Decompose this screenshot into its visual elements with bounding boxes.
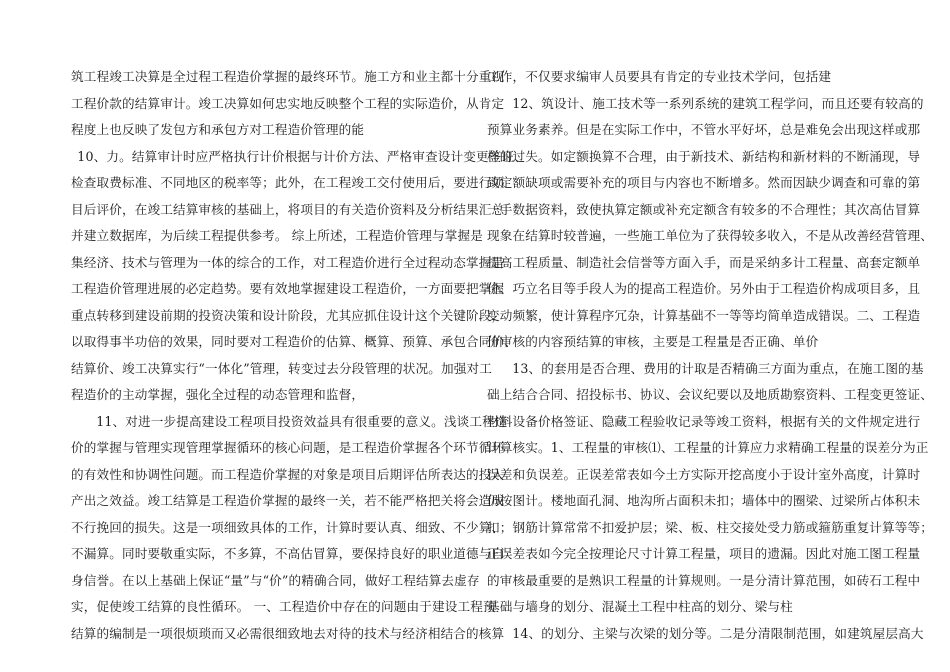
- text-line: 实，促使竣工结算的良性循环。 一、工程造价中存在的问题由于建设工程预: [71, 599, 496, 614]
- text-line: 身信誉。在以上基础上保证“量”与“价”的精确合同，做好工程结算去虚存: [71, 572, 480, 588]
- text-line: 目后评价，在竣工结算审核的基础上，将项目的有关造价资料及分析结果汇总: [71, 201, 505, 217]
- text-line: 础上结合合同、招投标书、协议、会议纪要以及地质勘察资料、工程变更签证、: [487, 387, 934, 402]
- text-line: 一手数据资料，致使执算定额或补充定额含有较多的不合理性；其次高估冒算: [487, 201, 921, 217]
- text-line: 工作，不仅要求编审人员要具有肯定的专业技术学问，包括建: [487, 69, 832, 84]
- text-line: 提高工程质量、制造社会信誉等方面入手，而是采纳多计工程量、高套定额单: [487, 254, 921, 270]
- text-line: 预算业务素养。但是在实际工作中，不管水平好坏，总是难免会出现这样或那: [487, 122, 921, 137]
- text-line: 扣；钢筋计算常常不扣爱护层；梁、板、柱交接处受力筋或箍筋重复计算等等；: [487, 519, 934, 535]
- text-line: 的有效性和协调性问题。而工程造价掌握的对象是项目后期评估所表达的投入: [71, 466, 505, 482]
- text-line: 产出之效益。竣工结算是工程造价掌握的最终一关，若不能严格把关将会造成: [71, 493, 505, 508]
- text-line: 检查取费标准、不同地区的税率等；此外，在工程竣工交付使用后，要进行项: [71, 175, 505, 190]
- text-line: 工程造价管理进展的必定趋势。要有效地掌握建设工程造价，一方面要把掌握: [71, 281, 505, 296]
- text-line: 并建立数据库，为后续工程提供参考。 综上所述，工程造价管理与掌握是: [71, 228, 483, 243]
- text-line: 不漏算。同时要敬重实际，不多算，不高估冒算，要保持良好的职业道德与自: [71, 546, 505, 561]
- text-line: 集经济、技术与管理为一体的综合的工作，对工程造价进行全过程动态掌握是: [71, 254, 505, 270]
- text-line: 价审核的内容预结算的审核，主要是工程量是否正确、单价: [487, 334, 819, 349]
- right-text-column: [487, 64, 934, 647]
- text-line: 工程价款的结算审计。竣工决算如何忠实地反映整个工程的实际造价，从肯定: [71, 95, 505, 111]
- text-line: 基础与墙身的划分、混凝土工程中柱高的划分、梁与柱: [487, 599, 793, 614]
- left-text-column: [71, 64, 527, 647]
- text-line: 的审核最重要的是熟识工程量的计算规则。一是分清计算范围，如砖石工程中: [487, 572, 921, 588]
- text-line: 12、筑设计、施工技术等一系列系统的建筑工程学问，而且还要有较高的: [512, 95, 924, 111]
- text-line: 价、巧立名目等手段人为的提高工程造价。另外由于工程造价构成项目多，且: [487, 281, 921, 296]
- text-line: 10、力。结算审计时应严格执行计价根据与计价方法、严格审查设计变更签证、: [77, 148, 527, 164]
- text-line: 样的过失。如定额换算不合理，由于新技术、新结构和新材料的不断涌现，导: [487, 148, 921, 164]
- text-line: 结算的编制是一项很烦琐而又必需很细致地去对待的技术与经济相结合的核算: [71, 625, 505, 641]
- text-line: 11、对进一步提高建设工程项目投资效益具有很重要的意义。浅谈工程造: [96, 413, 508, 429]
- text-line: 计算核实。1、工程量的审核⑴、工程量的计算应力求精确工程量的误差分为正: [487, 440, 929, 455]
- text-line: 价的掌握与管理实现管理掌握循环的核心问题，是工程造价掌握各个环节循环: [71, 440, 505, 455]
- text-line: 致定额缺项或需要补充的项目与内容也不断增多。然而因缺少调查和可靠的第: [487, 175, 921, 190]
- text-line: 现象在结算时较普遍，一些施工单位为了获得较多收入，不是从改善经营管理、: [487, 228, 934, 243]
- text-line: 14、的划分、主梁与次梁的划分等。二是分清限制范围，如建筑屋层高大: [512, 625, 924, 641]
- text-line: 程造价的主动掌握，强化全过程的动态管理和监督，: [71, 387, 365, 402]
- text-line: 重点转移到建设前期的投资决策和设计阶段，尤其应抓住设计这个关键阶段，: [71, 307, 505, 323]
- text-line: 筑工程竣工决算是全过程工程造价掌握的最终环节。施工方和业主都十分重视: [71, 69, 505, 84]
- text-line: 仍按图计。楼地面孔洞、地沟所占面积未扣；墙体中的圈梁、过梁所占体积未: [487, 493, 921, 508]
- text-line: 变动频繁，使计算程序冗杂，计算基础不一等等均简单造成错误。二、工程造: [487, 307, 921, 323]
- text-line: 以取得事半功倍的效果，同时要对工程造价的估算、概算、预算、承包合同价、: [71, 334, 518, 349]
- text-line: 误差和负误差。正误差常表如今土方实际开挖高度小于设计室外高度，计算时: [487, 466, 921, 482]
- text-line: 不行挽回的损失。这是一项细致具体的工作，计算时要认真、细致、不少算、: [71, 519, 505, 535]
- text-line: 材料设备价格签证、隐藏工程验收记录等竣工资料，根据有关的文件规定进行: [487, 413, 921, 429]
- text-line: 程度上也反映了发包方和承包方对工程造价管理的能: [71, 122, 365, 137]
- text-line: 正误差表如今完全按理论尺寸计算工程量，项目的遗漏。因此对施工图工程量: [487, 546, 921, 561]
- text-line: 13、的套用是否合理、费用的计取是否精确三方面为重点，在施工图的基: [512, 360, 924, 376]
- text-line: 结算价、竣工决算实行“一体化”管理，转变过去分段管理的状况。加强对工: [71, 360, 492, 376]
